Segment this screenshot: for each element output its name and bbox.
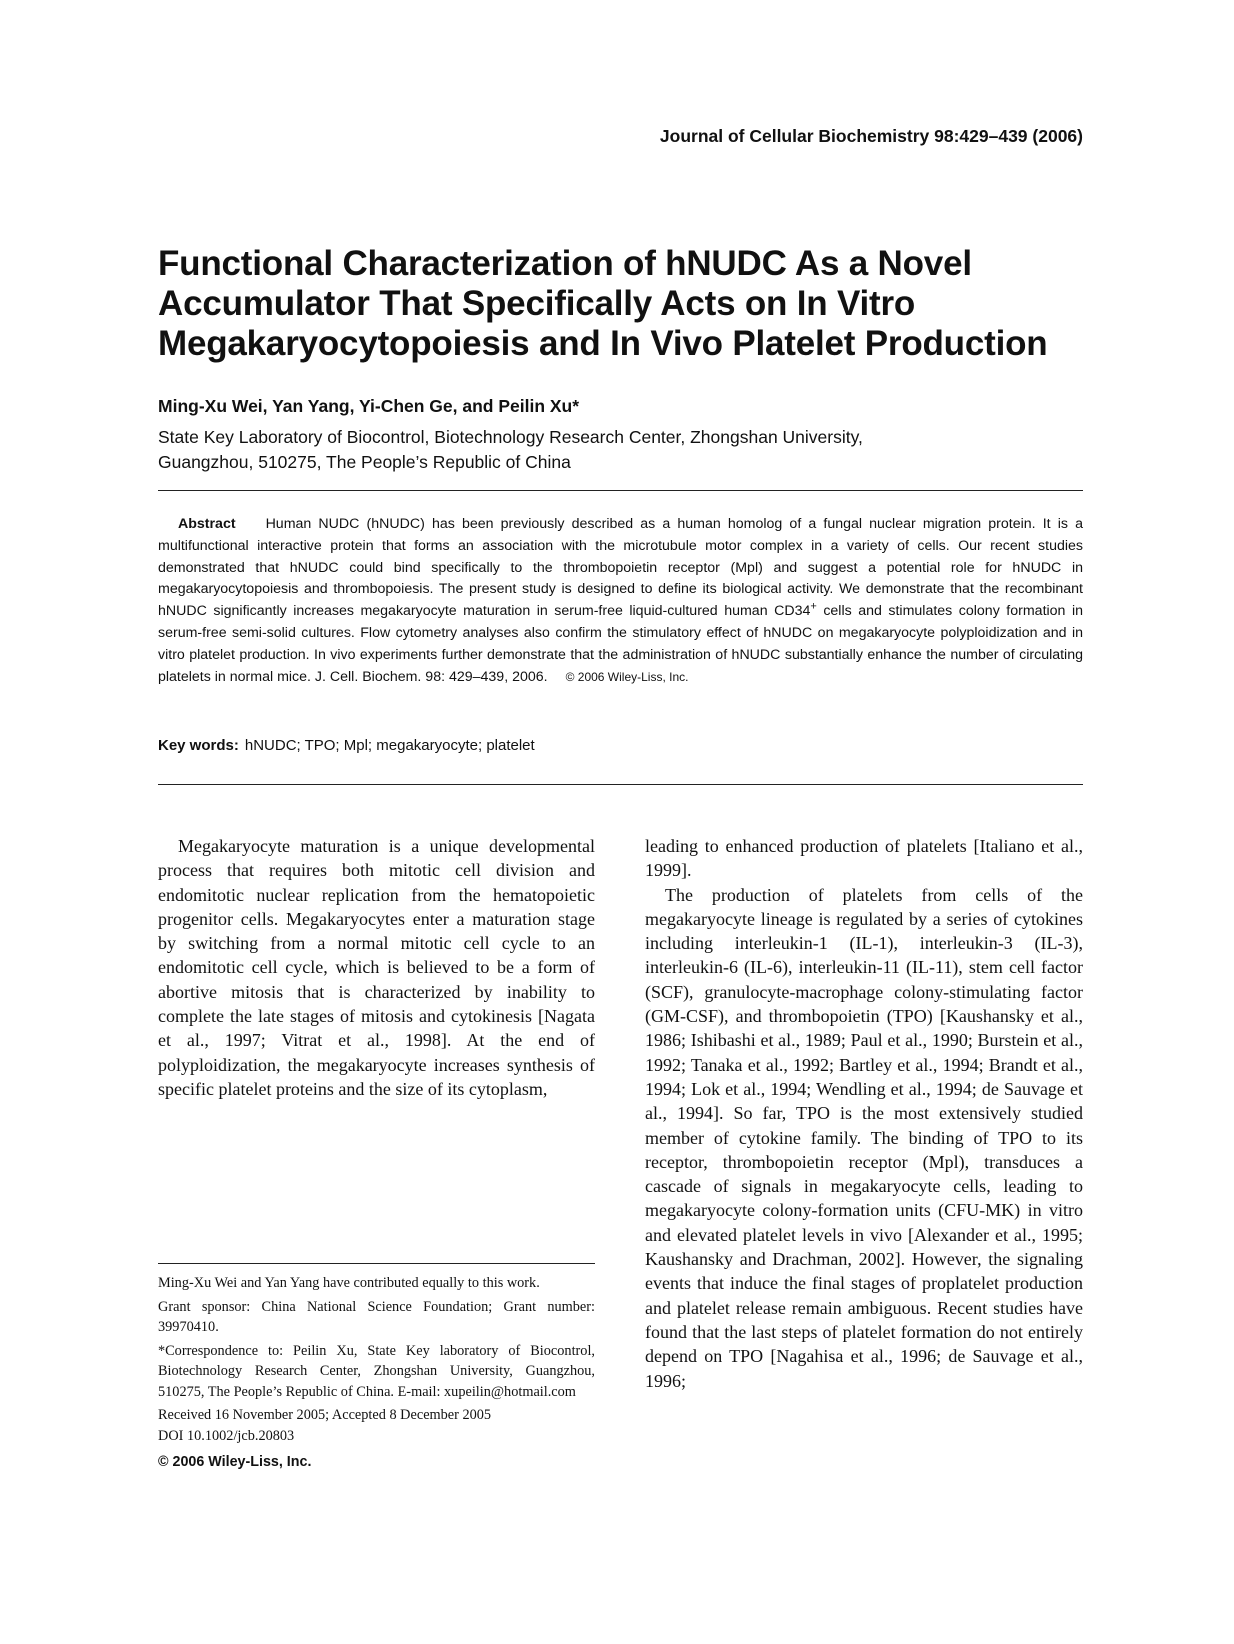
abstract-copyright: © 2006 Wiley-Liss, Inc.	[565, 669, 689, 684]
body-top-rule	[158, 784, 1083, 785]
article-title	[158, 244, 1098, 364]
keywords-label: Key words:	[158, 737, 239, 754]
footnote-copyright: © 2006 Wiley-Liss, Inc.	[158, 1454, 312, 1470]
abstract-sup: +	[810, 600, 817, 613]
footnote-correspondence: *Correspondence to: Peilin Xu, State Key laboratory of Biocontrol, Biotechnology Research Center, Zhongshan University, Guangzhou, 510275, The People’s Republic of China. E-mail: xupeilin@hotmail.com	[158, 1342, 595, 1400]
abstract-top-rule	[158, 490, 1083, 491]
affiliation-line: Guangzhou, 510275, The People’s Republic of China	[158, 452, 571, 472]
affiliation	[158, 425, 863, 475]
footnotes	[158, 1273, 595, 1476]
body-paragraph: Megakaryocyte maturation is a unique developmental process that requires both mitotic cell division and endomitotic nuclear replication from the hematopoietic progenitor cells. Megakaryocytes enter a maturation stage by switching from a normal mitotic cell cycle to an endomitotic cell cycle, which is believed to be a form of abortive mitosis that is characterized by inability to complete the late stages of mitosis and cytokinesis [Nagata et al., 1997; Vitrat et al., 1998]. At the end of polyploidization, the megakaryocyte increases synthesis of specific platelet proteins and the size of its cytoplasm,	[158, 836, 595, 1099]
abstract	[158, 514, 1083, 688]
author-list: Ming-Xu Wei, Yan Yang, Yi-Chen Ge, and Peilin Xu*	[158, 396, 580, 416]
abstract-label: Abstract	[178, 516, 236, 532]
abstract-text: Human NUDC (hNUDC) has been previously described as a human homolog of a fungal nuclear migration protein. It is a multifunctional interactive protein that forms an association with the microtubule motor complex in a variety of cells. Our recent studies demonstrated that hNUDC could bind specifically to the thrombopoietin receptor (Mpl) and suggest a potential role for hNUDC in megakaryocytopoiesis and thrombopoiesis. The present study is designed to define its biological activity. We demonstrate that the recombinant hNUDC significantly increases megakaryocyte maturation in serum-free liquid-cultured human CD34	[158, 516, 1083, 620]
body-column-right	[645, 834, 1083, 1393]
body-paragraph: The production of platelets from cells of the megakaryocyte lineage is regulated by a series of cytokines including interleukin-1 (IL-1), interleukin-3 (IL-3), interleukin-6 (IL-6), interleukin-11 (IL-11), stem cell factor (SCF), granulocyte-macrophage colony-stimulating factor (GM-CSF), and thrombopoietin (TPO) [Kaushansky et al., 1986; Ishibashi et al., 1989; Paul et al., 1990; Burstein et al., 1992; Tanaka et al., 1992; Bartley et al., 1994; Brandt et al., 1994; Lok et al., 1994; Wendling et al., 1994; de Sauvage et al., 1994]. So far, TPO is the most extensively studied member of cytokine family. The binding of TPO to its receptor, thrombopoietin receptor (Mpl), transduces a cascade of signals in megakaryocyte cells, leading to megakaryocyte colony-formation units (CFU-MK) in vitro and elevated platelet levels in vivo [Alexander et al., 1995; Kaushansky and Drachman, 2002]. However, the signaling events that induce the final stages of proplatelet production and platelet release remain ambiguous. Recent studies have found that the last steps of platelet formation do not entirely depend on TPO [Nagahisa et al., 1996; de Sauvage et al., 1996;	[645, 884, 1083, 1391]
keywords-text: hNUDC; TPO; Mpl; megakaryocyte; platelet	[244, 737, 535, 754]
footnote-received: Received 16 November 2005; Accepted 8 December 2005	[158, 1407, 492, 1423]
footnote-contrib: Ming-Xu Wei and Yan Yang have contributed equally to this work.	[158, 1275, 540, 1291]
body-paragraph: leading to enhanced production of platelets [Italiano et al., 1999].	[645, 836, 1083, 881]
footnote-grant: Grant sponsor: China National Science Foundation; Grant number: 39970410.	[158, 1298, 595, 1335]
title-line: Accumulator That Specifically Acts on In Vitro	[158, 284, 916, 323]
abstract-text-cont: cells and stimulates colony formation in serum-free semi-solid cultures. Flow cytometry analyses also confirm the stimulatory effect of hNUDC on megakaryocyte polyploidization and in vitro platelet production. In vivo experiments further demonstrate that the administration of hNUDC substantially enhance the number of circulating platelets in normal mice. J. Cell. Biochem. 98: 429–439, 2006.	[158, 603, 1083, 685]
keywords	[158, 737, 535, 754]
title-line: Functional Characterization of hNUDC As a Novel	[158, 244, 972, 283]
title-line: Megakaryocytopoiesis and In Vivo Platelet Production	[158, 324, 1048, 363]
footnote-doi: DOI 10.1002/jcb.20803	[158, 1427, 295, 1444]
footnote-rule	[158, 1263, 595, 1264]
affiliation-line: State Key Laboratory of Biocontrol, Biotechnology Research Center, Zhongshan University,	[158, 427, 863, 447]
body-column-left	[158, 834, 595, 1101]
journal-header: Journal of Cellular Biochemistry 98:429–439 (2006)	[659, 126, 1083, 146]
